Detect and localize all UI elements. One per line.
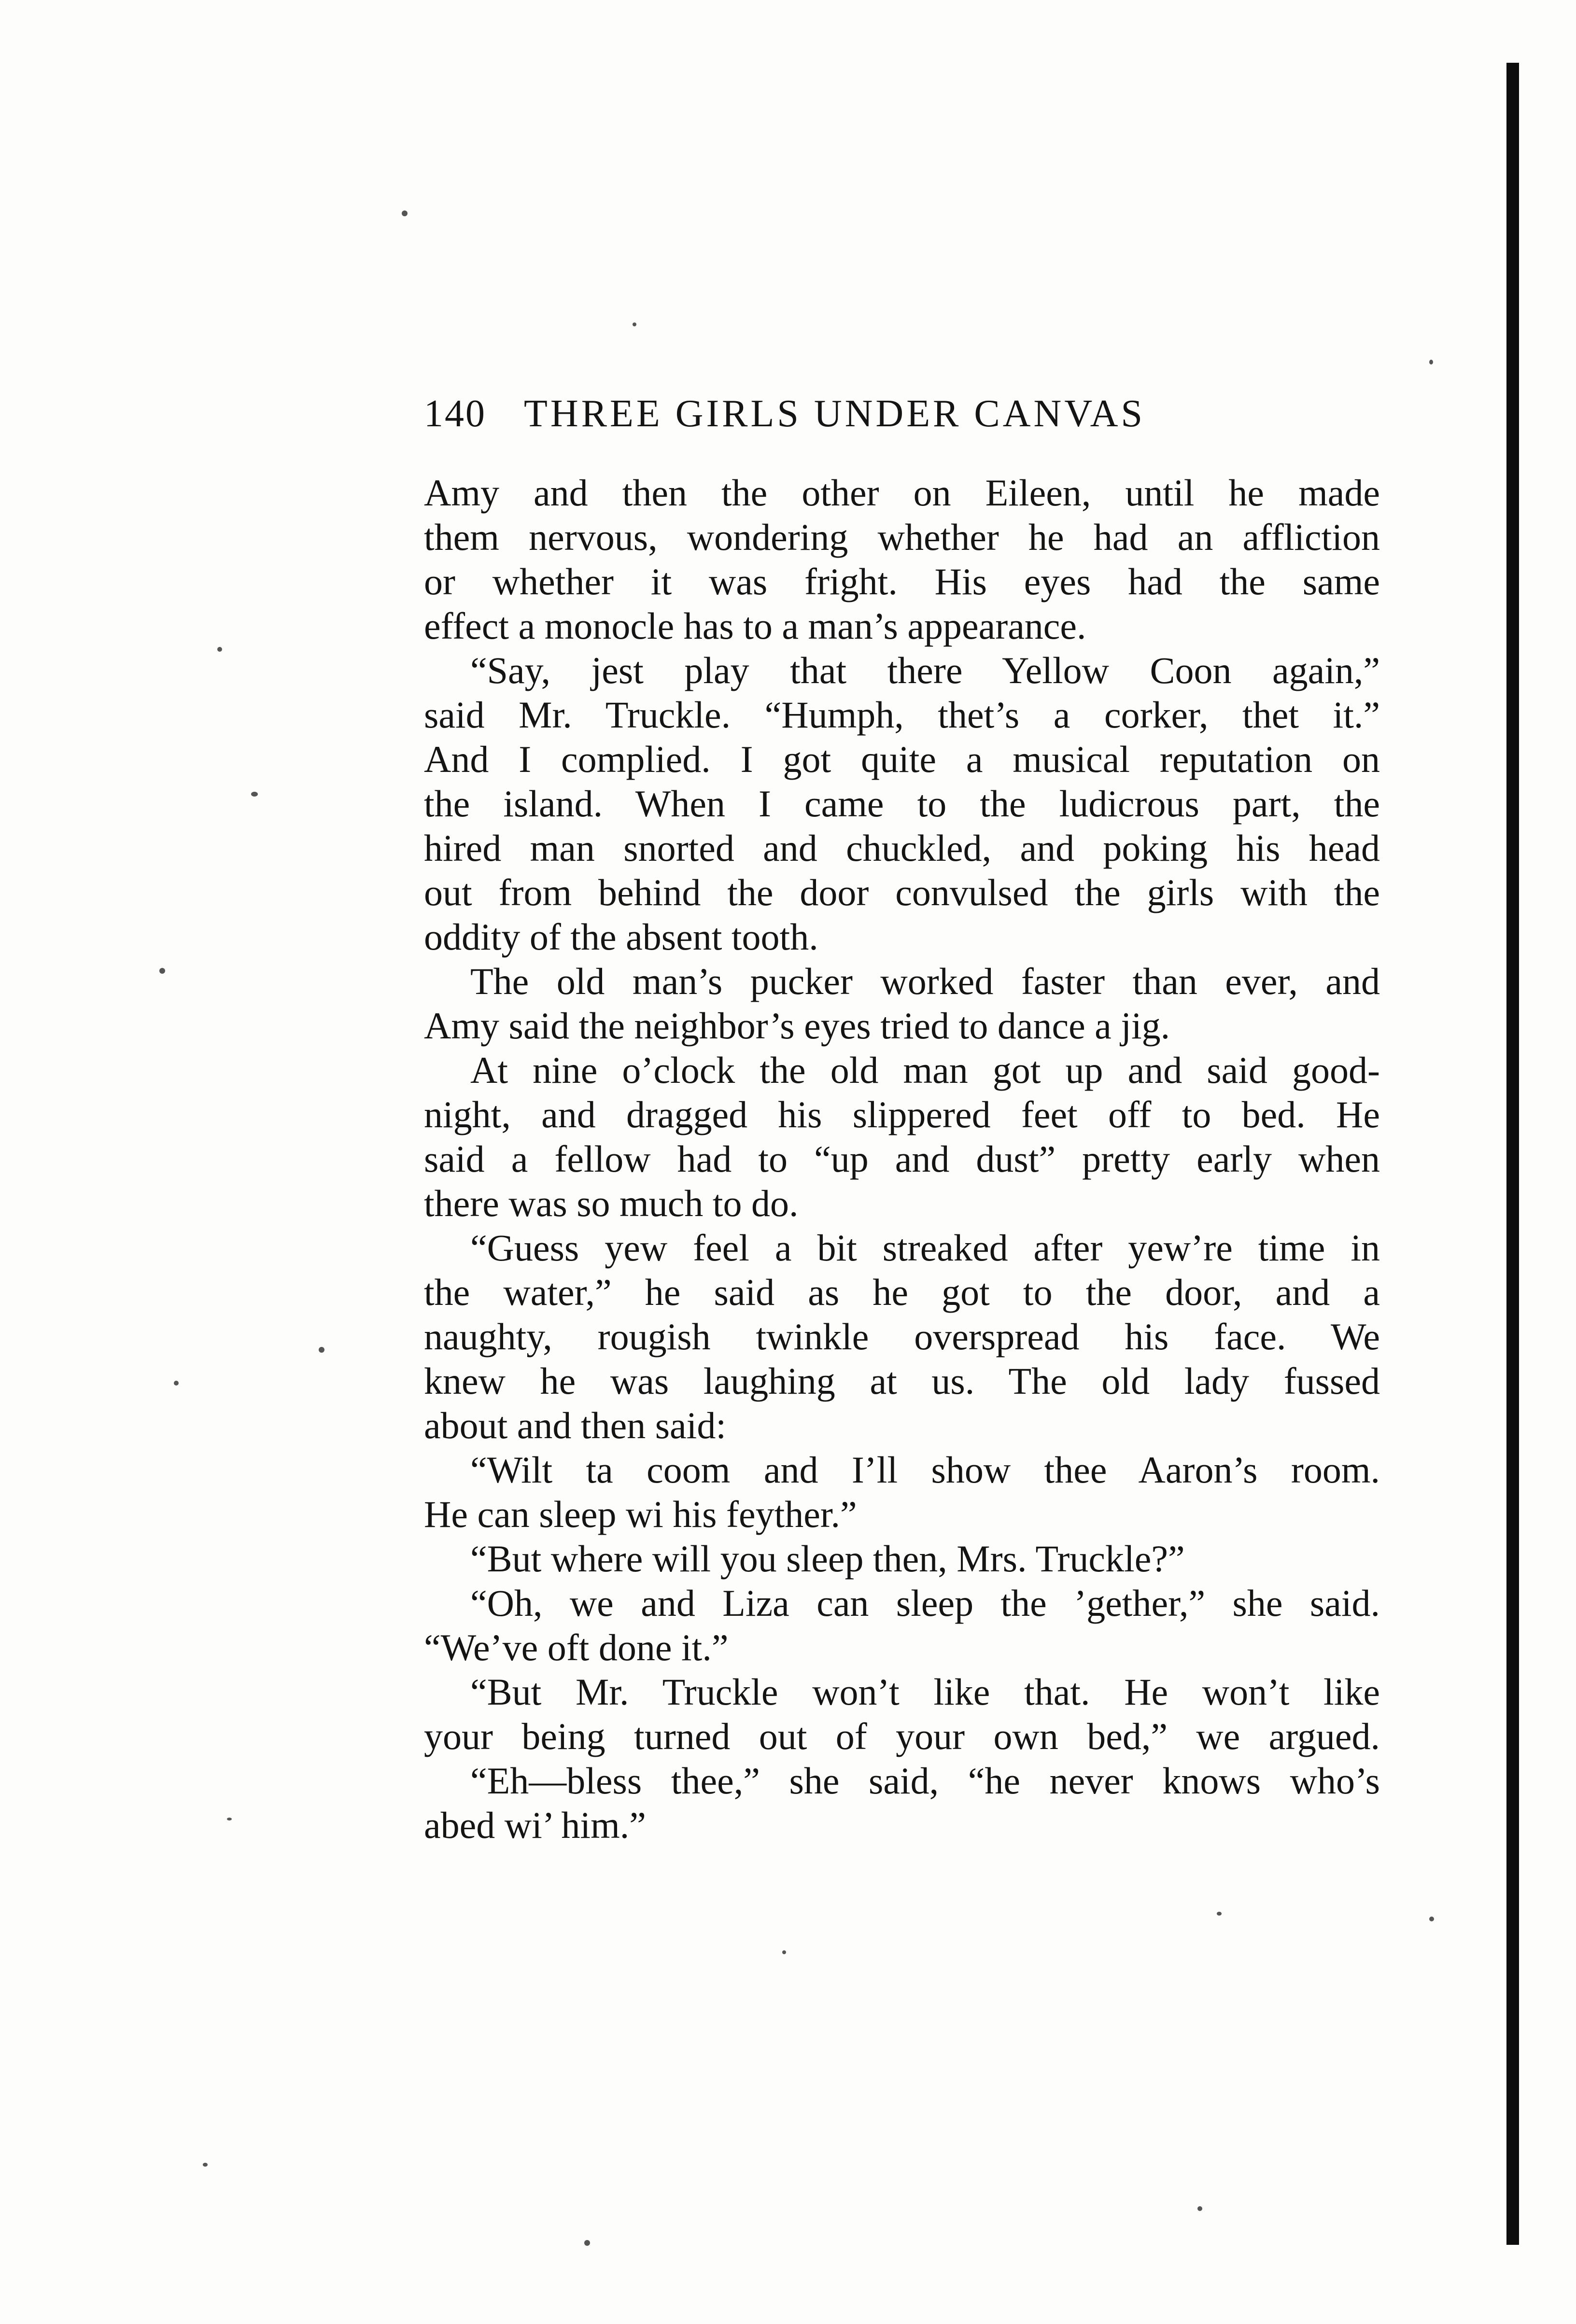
- text-line: the island. When I came to the ludicrous part, the: [424, 783, 1380, 825]
- text-line: “We’ve oft done it.”: [424, 1626, 729, 1668]
- text-line: them nervous, wondering whether he had an affliction: [424, 516, 1380, 558]
- text-line: knew he was laughing at us. The old lady fussed: [424, 1360, 1380, 1402]
- text-line: “Say, jest play that there Yellow Coon again,”: [470, 649, 1380, 691]
- text-line: the water,” he said as he got to the door, and a: [424, 1271, 1380, 1313]
- text-line: “But where will you sleep then, Mrs. Truckle?”: [470, 1538, 1185, 1580]
- text-line: oddity of the absent tooth.: [424, 916, 818, 958]
- print-speck: [633, 322, 636, 326]
- page-binding-edge: [1506, 63, 1519, 2245]
- text-line: out from behind the door convulsed the girls with the: [424, 871, 1380, 913]
- running-header: [424, 392, 1380, 445]
- text-line: your being turned out of your own bed,” we argued.: [424, 1715, 1380, 1757]
- text-line: He can sleep wi his feyther.”: [424, 1493, 857, 1535]
- print-speck: [203, 2163, 208, 2167]
- text-line: “But Mr. Truckle won’t like that. He won’t like: [470, 1671, 1380, 1713]
- print-speck: [174, 1381, 179, 1386]
- print-speck: [227, 1818, 232, 1820]
- print-speck: [584, 2240, 590, 2246]
- page-number: 140: [424, 392, 486, 435]
- print-speck: [251, 792, 258, 797]
- print-speck: [1429, 360, 1433, 364]
- print-speck: [319, 1347, 324, 1353]
- text-line: effect a monocle has to a man’s appearance.: [424, 605, 1086, 647]
- text-line: “Wilt ta coom and I’ll show thee Aaron’s room.: [470, 1449, 1380, 1491]
- text-line: “Oh, we and Liza can sleep the ’gether,” she said.: [470, 1582, 1380, 1624]
- print-speck: [217, 647, 222, 652]
- text-line: “Eh—bless thee,” she said, “he never knows who’s: [470, 1760, 1380, 1802]
- text-line: said Mr. Truckle. “Humph, thet’s a corker, thet it.”: [424, 694, 1380, 736]
- print-speck: [159, 968, 165, 974]
- text-line: And I complied. I got quite a musical reputation on: [424, 738, 1380, 780]
- text-line: night, and dragged his slippered feet off to bed. He: [424, 1093, 1380, 1135]
- print-speck: [1197, 2206, 1202, 2211]
- print-speck: [402, 210, 408, 216]
- text-line: At nine o’clock the old man got up and said good-: [470, 1049, 1380, 1091]
- text-line: said a fellow had to “up and dust” pretty early when: [424, 1138, 1380, 1180]
- print-speck: [1429, 1917, 1434, 1921]
- body-text: [424, 471, 1380, 1848]
- text-line: The old man’s pucker worked faster than ever, and: [470, 960, 1380, 1002]
- text-line: or whether it was fright. His eyes had the same: [424, 560, 1380, 602]
- text-line: Amy said the neighbor’s eyes tried to dance a jig.: [424, 1005, 1170, 1047]
- print-speck: [782, 1950, 786, 1954]
- text-line: there was so much to do.: [424, 1182, 799, 1224]
- running-title: THREE GIRLS UNDER CANVAS: [524, 392, 1146, 435]
- text-line: naughty, rougish twinkle overspread his face. We: [424, 1316, 1380, 1358]
- text-line: hired man snorted and chuckled, and poking his head: [424, 827, 1380, 869]
- text-line: about and then said:: [424, 1404, 727, 1446]
- text-line: abed wi’ him.”: [424, 1804, 646, 1846]
- text-line: Amy and then the other on Eileen, until he made: [424, 472, 1380, 514]
- print-speck: [1217, 1912, 1222, 1916]
- text-line: “Guess yew feel a bit streaked after yew’re time in: [470, 1227, 1380, 1269]
